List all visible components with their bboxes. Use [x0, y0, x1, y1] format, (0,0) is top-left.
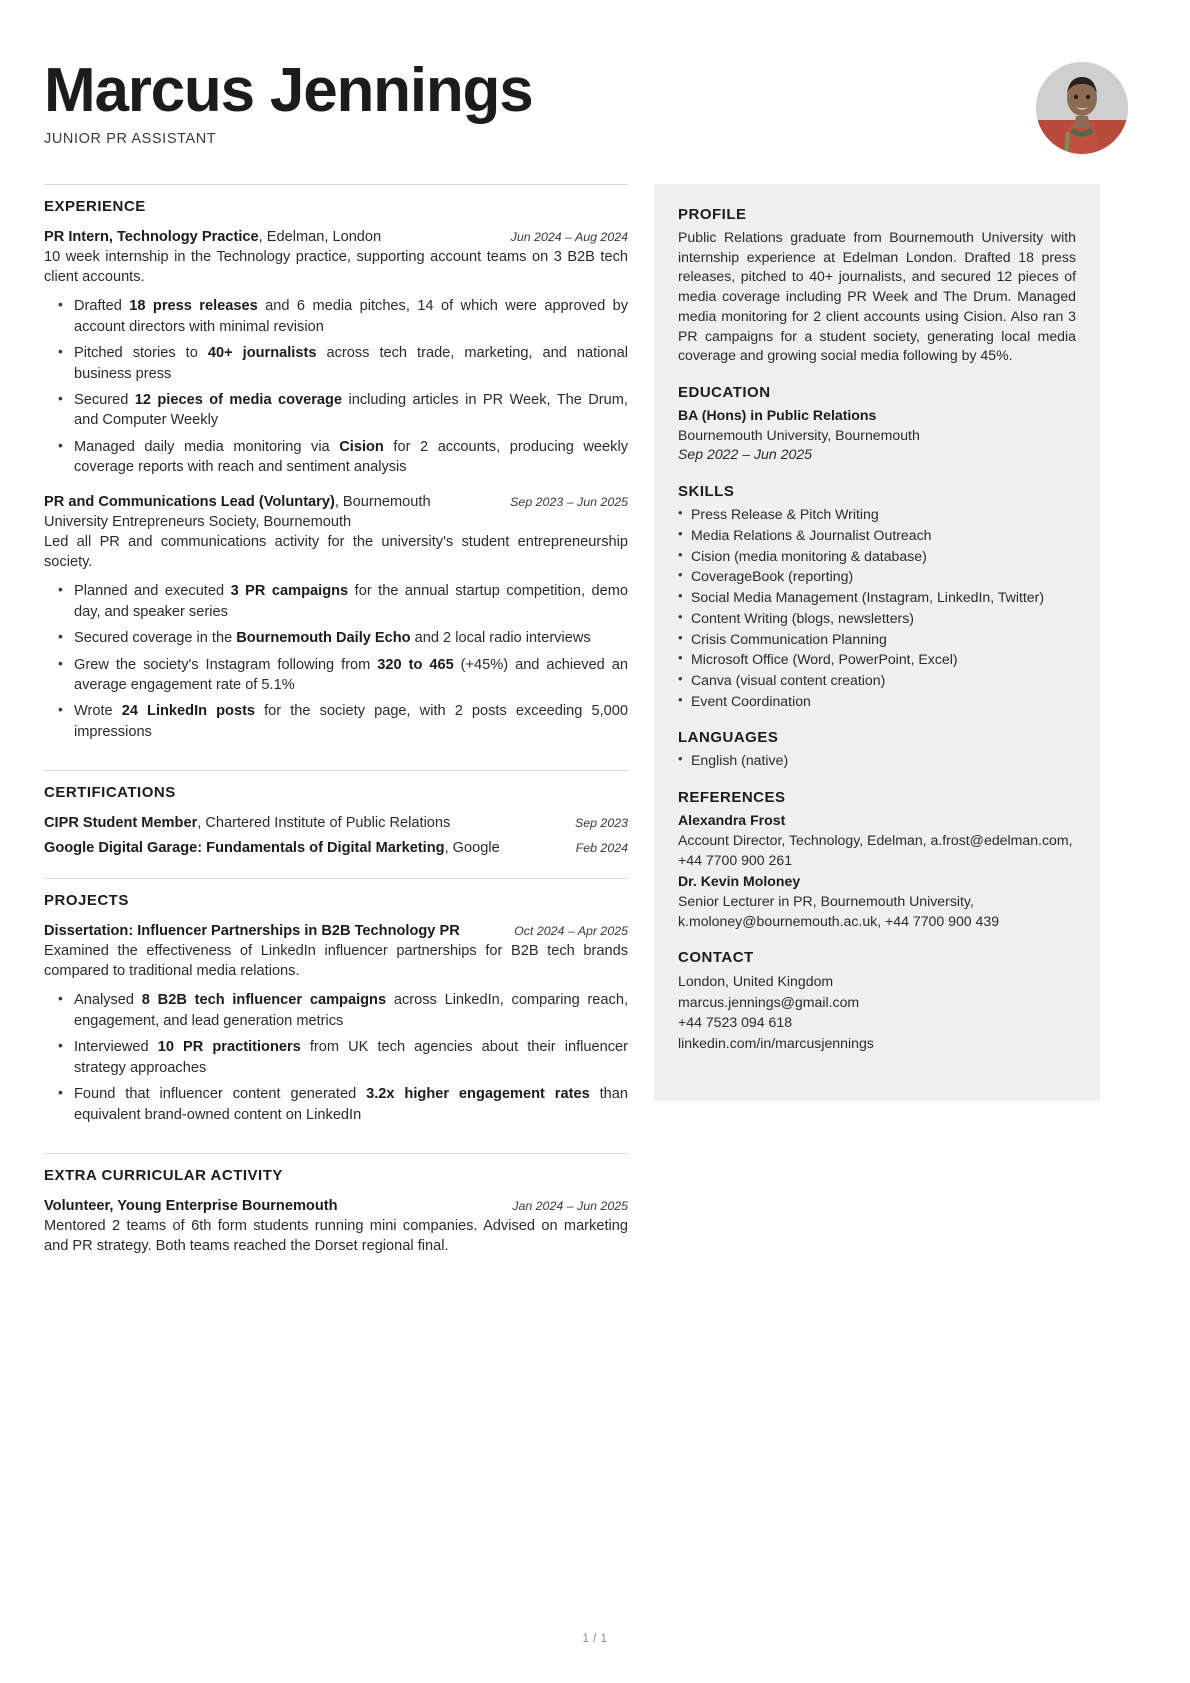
resume-body	[0, 184, 1190, 1270]
experience-bullet-list	[44, 296, 628, 477]
extra-curricular-date: Jan 2024 – Jun 2025	[512, 1198, 628, 1213]
experience-role	[44, 492, 496, 532]
section-title-certifications: CERTIFICATIONS	[44, 784, 176, 802]
reference-detail: Senior Lecturer in PR, Bournemouth University, k.moloney@bournemouth.ac.uk, +44 7700 900 439	[678, 892, 1000, 929]
contact-linkedin[interactable]: linkedin.com/in/marcusjennings	[678, 1034, 874, 1051]
list-item: • Cision (media monitoring & database)	[678, 547, 1076, 567]
certification-text	[44, 838, 500, 858]
bullet-post: from UK tech agencies about their influencer strategy approaches	[74, 1039, 628, 1076]
contact-email[interactable]: marcus.jennings@gmail.com	[678, 993, 860, 1010]
contact-phone: +44 7523 094 618	[678, 1014, 793, 1031]
avatar	[1036, 62, 1128, 154]
project-bullet-list	[44, 990, 628, 1125]
experience-date: Jun 2024 – Aug 2024	[510, 230, 628, 244]
section-title-languages: LANGUAGES	[678, 729, 779, 747]
reference-name: Alexandra Frost	[678, 812, 786, 829]
list-item: • Press Release & Pitch Writing	[678, 505, 1076, 525]
bullet-bold: Bournemouth Daily Echo	[236, 630, 411, 647]
list-item: • Social Media Management (Instagram, LinkedIn, Twitter)	[678, 588, 1076, 608]
bullet-bold: 3 PR campaigns	[230, 583, 349, 600]
header-text-block	[44, 56, 532, 147]
bullet-bold: 3.2x higher engagement rates	[366, 1086, 590, 1103]
candidate-job-title: JUNIOR PR ASSISTANT	[44, 131, 217, 147]
sidebar-column	[654, 184, 1100, 1101]
sidebar-section-skills	[678, 483, 1076, 711]
bullet-bold: 10 PR practitioners	[157, 1039, 301, 1056]
project-date: Oct 2024 – Apr 2025	[514, 924, 628, 939]
certification-date: Feb 2024	[575, 840, 628, 855]
list-item: • Canva (visual content creation)	[678, 671, 1076, 691]
extra-curricular-title-bold: Volunteer, Young Enterprise Bournemouth	[44, 1197, 338, 1214]
bullet-bold: 12 pieces of media coverage	[134, 392, 343, 409]
languages-list	[678, 751, 1076, 771]
experience-role-bold: PR and Communications Lead (Voluntary)	[44, 493, 335, 510]
certification-row	[44, 838, 628, 858]
resume-header	[0, 0, 1190, 154]
bullet-pre: Grew the society's Instagram following from	[74, 656, 378, 673]
certification-name: CIPR Student Member	[44, 815, 198, 832]
experience-entry	[44, 492, 628, 742]
profile-text: Public Relations graduate from Bournemouth University with internship experience at Edelman London. Drafted 18 press releases, pitched to 40+ journalists, and secured 12 pieces of media coverage including PR Week and The Drum. Managed media monitoring for 2 client accounts using Cision. Also ran 3 PR campaigns for a student society, generating local media coverage and growing social media following by 45%.	[678, 229, 1076, 364]
section-title-extra-curricular: EXTRA CURRICULAR ACTIVITY	[44, 1166, 283, 1184]
bullet-post: for 2 accounts, producing weekly coverage reports with reach and sentiment analysis	[74, 438, 628, 476]
extra-curricular-head	[44, 1196, 628, 1216]
bullet-post: including articles in PR Week, The Drum, and Computer Weekly	[74, 392, 628, 429]
experience-bullet-list	[44, 581, 628, 742]
bullet-pre: Wrote	[74, 703, 122, 720]
list-item: • Crisis Communication Planning	[678, 630, 1076, 650]
experience-description: Led all PR and communications activity for the university's student entrepreneurship society.	[44, 534, 628, 571]
divider-experience	[44, 184, 628, 185]
certification-text	[44, 813, 450, 833]
section-title-projects: PROJECTS	[44, 892, 129, 910]
bullet-pre: Interviewed	[74, 1039, 158, 1056]
bullet-post: across tech trade, marketing, and national business press	[74, 345, 628, 382]
list-item: • Content Writing (blogs, newsletters)	[678, 609, 1076, 629]
sidebar-section-languages	[678, 729, 1076, 771]
list-item	[44, 296, 628, 337]
experience-date: Sep 2023 – Jun 2025	[510, 494, 628, 509]
project-title	[44, 921, 500, 941]
sidebar-section-references	[678, 789, 1076, 931]
list-item: • Event Coordination	[678, 692, 1076, 712]
list-item	[44, 581, 628, 622]
bullet-pre: Analysed	[74, 992, 142, 1009]
section-title-education: EDUCATION	[678, 384, 771, 402]
section-title-contact: CONTACT	[678, 949, 754, 967]
page-indicator: 1 / 1	[582, 1633, 608, 1645]
certification-issuer: , Google	[444, 839, 500, 856]
section-title-experience: EXPERIENCE	[44, 198, 146, 215]
experience-entry-head	[44, 492, 628, 532]
bullet-pre: Found that influencer content generated	[74, 1086, 367, 1103]
list-item	[44, 701, 628, 742]
divider-extra-curricular	[44, 1153, 628, 1154]
bullet-post: than equivalent brand-owned content on LinkedIn	[74, 1086, 628, 1123]
bullet-post: for the society page, with 2 posts exceeding 5,000 impressions	[74, 703, 628, 740]
bullet-pre: Drafted	[74, 298, 130, 315]
project-entry	[44, 921, 628, 1125]
bullet-bold: Cision	[339, 438, 384, 455]
reference-item	[678, 811, 1076, 870]
experience-description: 10 week internship in the Technology practice, supporting account teams on 3 B2B tech client accounts.	[44, 249, 628, 286]
reference-name: Dr. Kevin Moloney	[678, 873, 801, 890]
bullet-post: across LinkedIn, comparing reach, engagement, and lead generation metrics	[74, 992, 628, 1029]
bullet-pre: Planned and executed	[74, 583, 231, 600]
bullet-bold: 320 to 465	[377, 656, 454, 673]
section-title-references: REFERENCES	[678, 789, 786, 807]
bullet-pre: Managed daily media monitoring via	[74, 438, 340, 455]
bullet-pre: Secured	[74, 392, 135, 409]
experience-entry	[44, 227, 628, 478]
list-item	[44, 1037, 628, 1078]
bullet-post: for the annual startup competition, demo day, and speaker series	[74, 583, 628, 620]
list-item	[44, 390, 628, 431]
bullet-post: and 2 local radio interviews	[410, 630, 591, 647]
list-item	[44, 1084, 628, 1125]
list-item: • Media Relations & Journalist Outreach	[678, 526, 1076, 546]
project-title-bold: Dissertation: Influencer Partnerships in B2B Technology PR	[44, 923, 460, 940]
project-description: Examined the effectiveness of LinkedIn influencer partnerships for B2B tech brands compared to traditional media relations.	[44, 943, 628, 980]
experience-org: , Bournemouth University Entrepreneurs Society, Bournemouth	[44, 493, 431, 530]
sidebar-section-contact	[678, 949, 1076, 1053]
bullet-post: (+45%) and achieved an average engagement rate of 5.1%	[74, 656, 628, 693]
project-entry-head	[44, 921, 628, 941]
experience-role	[44, 227, 497, 247]
reference-item	[678, 872, 1076, 931]
divider-projects	[44, 878, 628, 879]
section-title-skills: SKILLS	[678, 483, 735, 501]
main-column	[44, 184, 640, 1270]
divider-certifications	[44, 770, 628, 771]
certification-issuer: , Chartered Institute of Public Relations	[197, 815, 451, 832]
certification-name: Google Digital Garage: Fundamentals of Digital Marketing	[44, 839, 445, 856]
extra-curricular-entry	[44, 1196, 628, 1256]
reference-detail: Account Director, Technology, Edelman, a.frost@edelman.com, +44 7700 900 261	[678, 831, 1073, 868]
bullet-post: and 6 media pitches, 14 of which were approved by account directors with minimal revision	[74, 298, 629, 335]
section-title-profile: PROFILE	[678, 206, 747, 223]
list-item	[44, 990, 628, 1031]
sidebar-section-education	[678, 384, 1076, 465]
candidate-name: Marcus Jennings	[44, 56, 533, 125]
list-item	[44, 437, 628, 478]
skills-list	[678, 505, 1076, 711]
certification-row	[44, 813, 628, 833]
bullet-bold: 40+ journalists	[207, 345, 317, 362]
bullet-bold: 18 press releases	[129, 298, 258, 315]
experience-entry-head	[44, 227, 628, 247]
education-degree: BA (Hons) in Public Relations	[678, 407, 877, 424]
certification-date: Sep 2023	[574, 816, 628, 831]
bullet-pre: Secured coverage in the	[74, 630, 237, 647]
list-item: • Microsoft Office (Word, PowerPoint, Excel)	[678, 650, 1076, 670]
education-dates: Sep 2022 – Jun 2025	[678, 446, 813, 463]
list-item	[44, 655, 628, 696]
bullet-bold: 24 LinkedIn posts	[121, 703, 256, 720]
experience-role-bold: PR Intern, Technology Practice	[44, 229, 259, 245]
portrait-photo-icon	[1036, 62, 1128, 154]
extra-curricular-title	[44, 1196, 498, 1216]
list-item: • CoverageBook (reporting)	[678, 567, 1076, 587]
bullet-pre: Pitched stories to	[74, 345, 208, 362]
experience-org: , Edelman, London	[258, 229, 382, 245]
education-institution: Bournemouth University, Bournemouth	[678, 426, 920, 443]
extra-curricular-description: Mentored 2 teams of 6th form students running mini companies. Advised on marketing and PR strategy. Both teams reached the Dorset regional final.	[44, 1218, 628, 1255]
list-item	[44, 343, 628, 384]
contact-location: London, United Kingdom	[678, 973, 834, 990]
sidebar-section-profile	[678, 206, 1076, 366]
list-item: • English (native)	[678, 751, 1076, 771]
bullet-bold: 8 B2B tech influencer campaigns	[141, 992, 387, 1009]
list-item	[44, 628, 628, 648]
